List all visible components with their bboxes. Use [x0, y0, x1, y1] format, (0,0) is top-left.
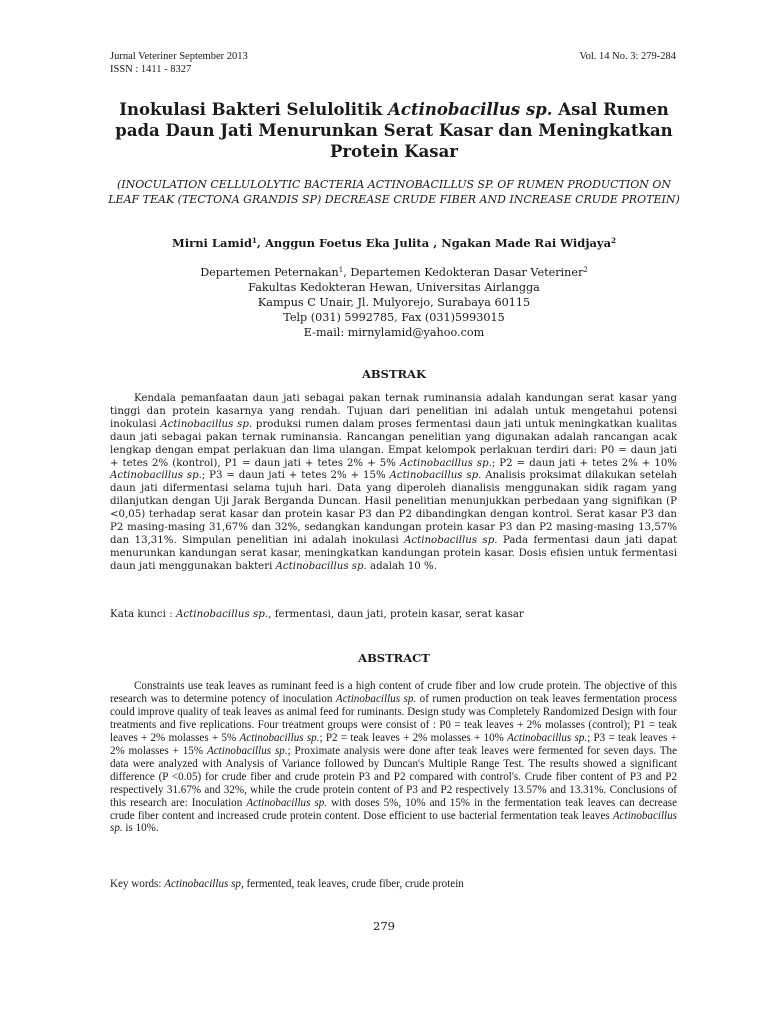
- abstract-text: ; P3 = teak leaves + 2% molasses + 15%: [110, 731, 678, 757]
- keywords-label: Kata kunci :: [110, 608, 176, 620]
- title-part-2: Asal Rumen pada Daun Jati Menurunkan Serat Kasar dan Meningkatkan Protein Kasar: [115, 100, 673, 161]
- abstract-body: [110, 680, 677, 835]
- departments: [100, 265, 688, 280]
- abstract-text: is 10%.: [122, 822, 159, 835]
- author-affiliation-mark: 1: [252, 236, 257, 245]
- author-separator: ,: [256, 236, 265, 250]
- species-name: Actinobacillus sp.: [246, 796, 328, 809]
- species-name: Actinobacillus sp.: [404, 534, 498, 546]
- department-separator: ,: [343, 266, 351, 279]
- abstract-text: of rumen production on teak leaves fermentation process could improve quality of teak leaves as animal feed for ruminants. Design study was Completely Randomized Design with four treatments and five replications. Four treatment groups were consist of : P0 = teak leaves + 2% molasses (control); P1 = teak leaves + 2% molasses + 5%: [110, 692, 677, 744]
- abstract-text: Constraints use teak leaves as ruminant feed is a high content of crude fiber and low crude protein. The objective of this research was to determine potency of inoculation: [110, 680, 677, 705]
- species-name: Actinobacillus sp.: [275, 560, 367, 572]
- department-2-mark: 2: [583, 266, 588, 274]
- phone-fax: Telp (031) 5992785, Fax (031)5993015: [283, 311, 505, 324]
- author-affiliation-mark: 2: [611, 236, 616, 245]
- abstrak-text: Kendala pemanfaatan daun jati sebagai pakan ternak ruminansia adalah kandungan serat kasar yang tinggi dan protein kasarnya yang rendah. Tujuan dari penelitian ini adalah untuk mengetahui potensi inokulasi: [110, 393, 677, 430]
- abstrak-text: Pada fermentasi daun jati dapat menurunkan kandungan serat kasar, meningkatkan kandungan protein kasar. Dosis efisien untuk fermentasi daun jati menggunakan bakteri: [110, 534, 677, 572]
- species-name: Actinobacillus sp.: [389, 470, 482, 482]
- running-header-left: [110, 50, 248, 76]
- english-title: (INOCULATION CELLULOLYTIC BACTERIA ACTINOBACILLUS SP. OF RUMEN PRODUCTION ON LEAF TEAK (TECTONA GRANDIS SP) DECREASE CRUDE FIBER AND INCREASE CRUDE PROTEIN): [108, 178, 680, 206]
- species-name: Actinobacillus sp.: [160, 418, 253, 430]
- department-1: Departemen Peternakan: [200, 266, 339, 279]
- species-name: Actinobacillus sp.: [175, 608, 269, 620]
- page-number: 279: [373, 919, 395, 933]
- journal-issue: Jurnal Veteriner September 2013: [110, 51, 248, 62]
- volume-info: Vol. 14 No. 3: 279-284: [579, 51, 676, 62]
- species-name: Actinobacillus sp.: [335, 692, 417, 705]
- abstrak-text: ; P3 = daun jati + tetes 2% + 15%: [201, 470, 390, 482]
- title-species: Actinobacillus sp.: [388, 100, 553, 119]
- abstrak-keywords: [110, 608, 677, 621]
- article-title: [100, 99, 688, 162]
- species-name: Actinobacillus sp.: [206, 744, 288, 757]
- species-name: Actinobacillus sp.: [239, 731, 320, 744]
- affiliation-block: [100, 265, 688, 340]
- abstract-text: ; Proximate analysis were done after teak leaves were fermented for seven days. The data were analyzed with Analysis of Variance followed by Duncan's Multiple Range Test. The results showed a significant difference (P <0.05) for crude fiber and crude protein P3 and P2 compared with control's. Crude fiber content of P3 and P2 respectively 31.67% and 32%, while the crude protein content of P3 and P2 respectively 13.57% and 13.31%. Conclusions of this research are: Inoculation: [110, 744, 678, 809]
- species-name: Actinobacillus sp.: [399, 457, 492, 469]
- abstrak-text: Analisis proksimat dilakukan setelah daun jati difermentasi selama tujuh hari. Data yang diperoleh dianalisis menggunakan sidik ragam yang dilanjutkan dengan Uji Jarak Berganda Duncan. Hasil penelitian menunjukkan perbedaan yang signifikan (P <0,05) terhadap serat kasar dan protein kasar P3 dan P2 dibandingkan dengan kontrol. Serat kasar P3 dan P2 masing-masing 31,67% dan 32%, sedangkan kandungan protein kasar P3 dan P2 masing-masing 13,57% dan 13,31%. Simpulan penelitian ini adalah inokulasi: [110, 470, 678, 546]
- keywords-list: , fermented, teak leaves, crude fiber, crude protein: [240, 878, 464, 890]
- author-name: Anggun Foetus Eka Julita: [264, 236, 430, 250]
- species-name: Actinobacillus sp: [164, 878, 241, 890]
- issn: ISSN : 1411 - 8327: [110, 64, 192, 75]
- contact-email: E-mail: mirnylamid@yahoo.com: [303, 326, 485, 339]
- abstract-text: ; P2 = teak leaves + 2% molasses + 10%: [319, 731, 508, 744]
- abstrak-text: adalah 10 %.: [366, 560, 437, 572]
- species-name: Actinobacillus sp.: [507, 731, 588, 744]
- species-name: Actinobacillus sp.: [110, 470, 202, 482]
- abstrak-heading: ABSTRAK: [362, 367, 426, 381]
- campus-address: Kampus C Unair, Jl. Mulyorejo, Surabaya 60115: [257, 296, 531, 309]
- species-name: Actinobacillus sp.: [110, 809, 677, 835]
- abstract-text: with doses 5%, 10% and 15% in the fermentation teak leaves can decrease crude fiber content and increased crude protein content. Dose efficient to use bacterial fermentation teak leaves: [110, 796, 678, 822]
- author-separator: ,: [429, 236, 442, 250]
- keywords-label: Key words:: [110, 878, 165, 890]
- keywords-list: , fermentasi, daun jati, protein kasar, serat kasar: [268, 608, 524, 620]
- abstract-heading: ABSTRACT: [358, 651, 430, 665]
- department-2: Departemen Kedokteran Dasar Veteriner: [350, 266, 584, 279]
- abstrak-body: [110, 393, 677, 574]
- author-name: Mirni Lamid: [172, 236, 253, 250]
- author-name: Ngakan Made Rai Widjaya: [441, 236, 612, 250]
- author-list: [100, 236, 688, 251]
- title-part-1: Inokulasi Bakteri Selulolitik: [119, 100, 389, 119]
- abstract-keywords: [110, 878, 677, 891]
- abstrak-text: produksi rumen dalam proses fermentasi daun jati untuk meningkatkan kualitas daun jati sebagai pakan ternak ruminansia. Rancangan penelitian yang digunakan adalah rancangan acak lengkap dengan empat perlakuan dan lima ulangan. Empat kelompok perlakuan terdiri dari: P0 = daun jati + tetes 2% (kontrol), P1 = daun jati + tetes 2% + 5%: [110, 418, 678, 469]
- department-1-mark: 1: [338, 266, 344, 274]
- faculty: Fakultas Kedokteran Hewan, Universitas Airlangga: [248, 281, 540, 294]
- abstrak-text: ; P2 = daun jati + tetes 2% + 10%: [491, 457, 677, 469]
